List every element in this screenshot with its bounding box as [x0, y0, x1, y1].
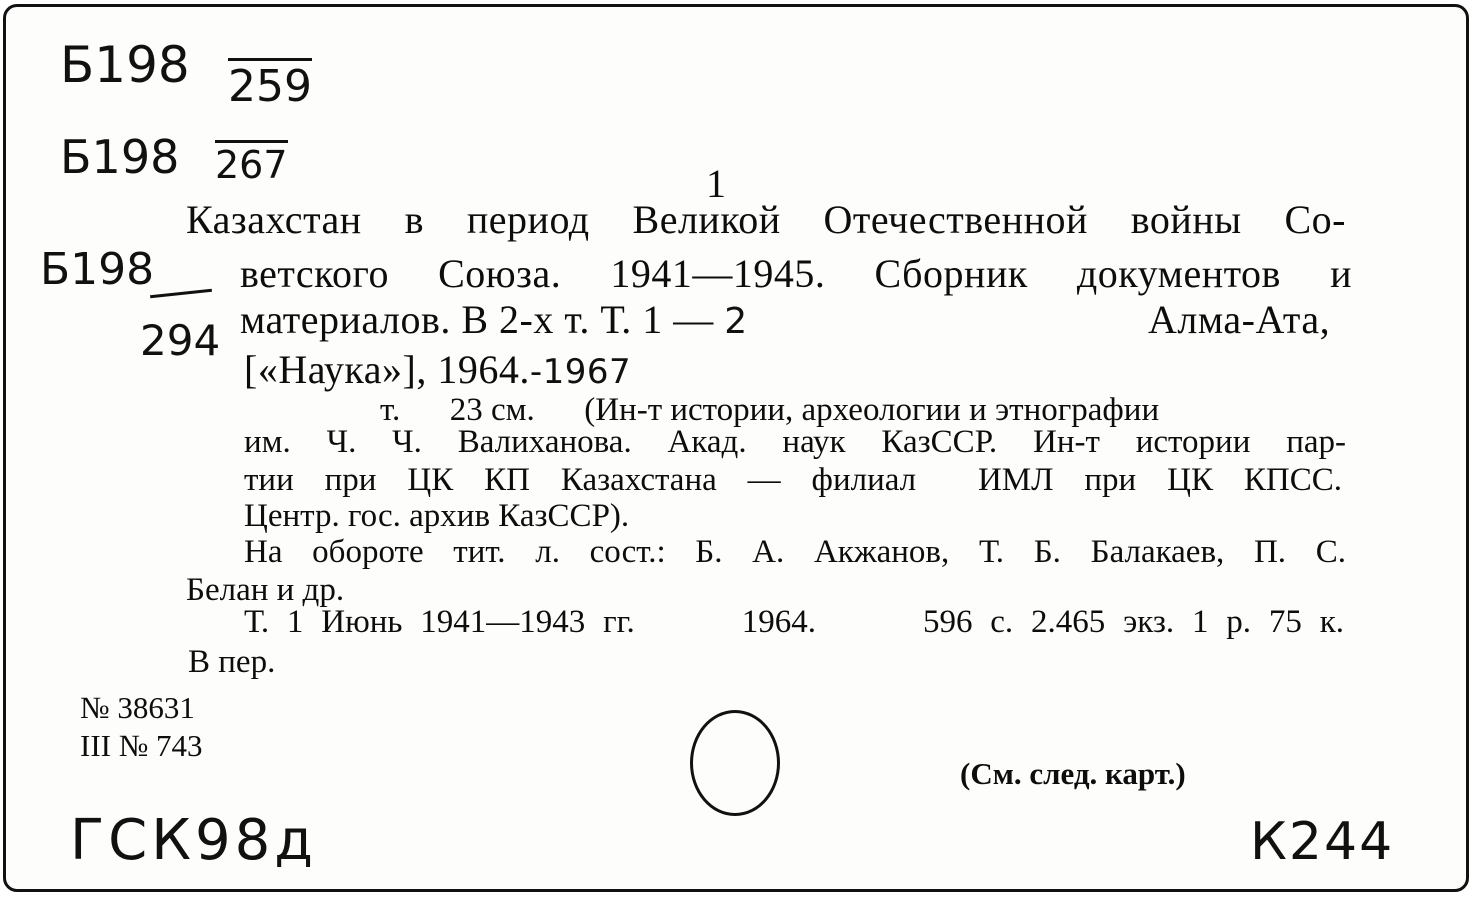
body-line-2: им. Ч. Ч. Валиханова. Акад. наук КазССР. Ин-т истории пар- [244, 424, 1346, 460]
body-line-7: Т. 1 Июнь 1941—1943 гг. 1964. 596 с. 2.465 экз. 1 р. 75 к. [244, 604, 1344, 640]
call-number-1-left: Б198 [60, 36, 190, 94]
body-line-3: тии при ЦК КП Казахстана — филиал ИМЛ при ЦК КПСС. [244, 462, 1342, 498]
call-number-2-right: 267 [215, 140, 288, 187]
publisher-year: [«Наука»], 1964. [244, 347, 530, 392]
body-line-4: Центр. гос. архив КазССР). [244, 498, 630, 534]
continued-note: (См. след. карт.) [960, 756, 1186, 791]
title-line-1: Казахстан в период Великой Отечественной войны Со- [186, 197, 1346, 242]
bottom-right-handwriting: К244 [1250, 812, 1395, 872]
bottom-left-handwriting: ГСК98д [70, 808, 317, 873]
call-number-1-right: 259 [228, 58, 312, 112]
body-line-8: В пер. [188, 644, 276, 680]
punch-hole [690, 710, 780, 816]
inventory-number-2: III № 743 [80, 728, 203, 763]
card-number: 1 [706, 161, 726, 206]
inventory-number-1: № 38631 [80, 690, 195, 725]
body-line-6: Белан и др. [186, 572, 345, 608]
body-line-5: На обороте тит. л. сост.: Б. А. Акжанов, Т. Б. Балакаев, П. С. [244, 534, 1346, 570]
title-line-2: ветского Союза. 1941—1945. Сборник документов и [240, 251, 1352, 296]
call-number-3-num: 294 [140, 316, 221, 365]
handwritten-year: -1967 [529, 352, 632, 392]
place: Алма-Ата, [1148, 297, 1331, 342]
call-number-2-left: Б198 [60, 130, 180, 184]
title-line-4 [244, 346, 631, 393]
handwritten-volumes: 2 [724, 301, 748, 342]
call-number-1 [60, 36, 190, 94]
call-number-3: Б198 [40, 244, 155, 295]
body-line-1: т. 23 см. (Ин-т истории, археологии и этнографии [380, 392, 1160, 428]
title-line-3 [240, 296, 748, 343]
title-line-3-text: материалов. В 2-х т. Т. 1 — [240, 297, 725, 342]
